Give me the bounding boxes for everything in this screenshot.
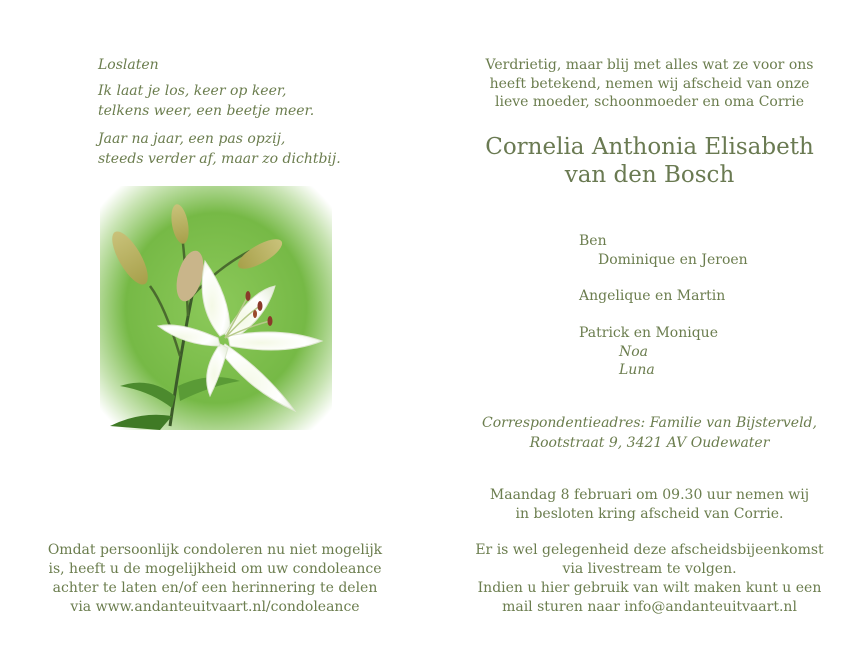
intro-line: heeft betekend, nemen wij afscheid van onze: [489, 75, 810, 92]
poem-line: Jaar na jaar, een pas opzij,: [98, 131, 286, 147]
condolence-notice: [40, 541, 390, 617]
ceremony-line: in besloten kring afscheid van Corrie.: [515, 506, 784, 522]
poem-stanza-2: [98, 129, 341, 169]
deceased-name: [433, 133, 866, 189]
right-page: [433, 0, 866, 669]
ceremony-line: Maandag 8 februari om 09.30 uur nemen wij: [489, 487, 810, 503]
lily-flower-icon: [100, 186, 332, 430]
intro-text: [433, 56, 866, 112]
correspondence-address: [433, 413, 866, 453]
lily-photo: [100, 186, 332, 430]
poem-line: telkens weer, een beetje meer.: [98, 103, 315, 119]
livestream-info: [433, 541, 866, 617]
address-line: Rootstraat 9, 3421 AV Oudewater: [529, 435, 770, 451]
condolence-line: achter te laten en/of een herinnering te delen: [52, 580, 378, 596]
poem-line: steeds verder af, maar zo dichtbij.: [98, 151, 341, 167]
ceremony-info: [433, 486, 866, 524]
livestream-line: via livestream te volgen.: [562, 561, 737, 577]
poem-line: Ik laat je los, keer op keer,: [98, 83, 287, 99]
livestream-line: Er is wel gelegenheid deze afscheidsbijeenkomst: [475, 542, 824, 558]
grandchild: Noa: [619, 343, 649, 360]
family-member: Angelique en Martin: [579, 288, 726, 304]
grandchild: Luna: [619, 362, 655, 378]
condolence-line: Omdat persoonlijk condoleren nu niet mogelijk: [47, 542, 383, 558]
livestream-email[interactable]: mail sturen naar info@andanteuitvaart.nl: [502, 599, 797, 615]
name-line: Cornelia Anthonia Elisabeth: [485, 134, 814, 160]
name-line: van den Bosch: [564, 162, 735, 188]
intro-line: Verdrietig, maar blij met alles wat ze voor ons: [485, 57, 814, 73]
family-member: Patrick en Monique: [579, 325, 718, 341]
livestream-line: Indien u hier gebruik van wilt maken kunt u een: [477, 580, 822, 596]
family-member: Ben: [579, 233, 607, 249]
poem-stanza-1: [98, 81, 341, 121]
family-member: Dominique en Jeroen: [598, 251, 748, 268]
condolence-line: is, heeft u de mogelijkheid om uw condoleance: [48, 561, 382, 577]
poem: [98, 55, 341, 177]
address-line: Correspondentieadres: Familie van Bijsterveld,: [482, 415, 817, 431]
poem-title: Loslaten: [98, 57, 159, 73]
intro-line: lieve moeder, schoonmoeder en oma Corrie: [494, 94, 804, 110]
condolence-link[interactable]: via www.andanteuitvaart.nl/condoleance: [70, 599, 360, 615]
